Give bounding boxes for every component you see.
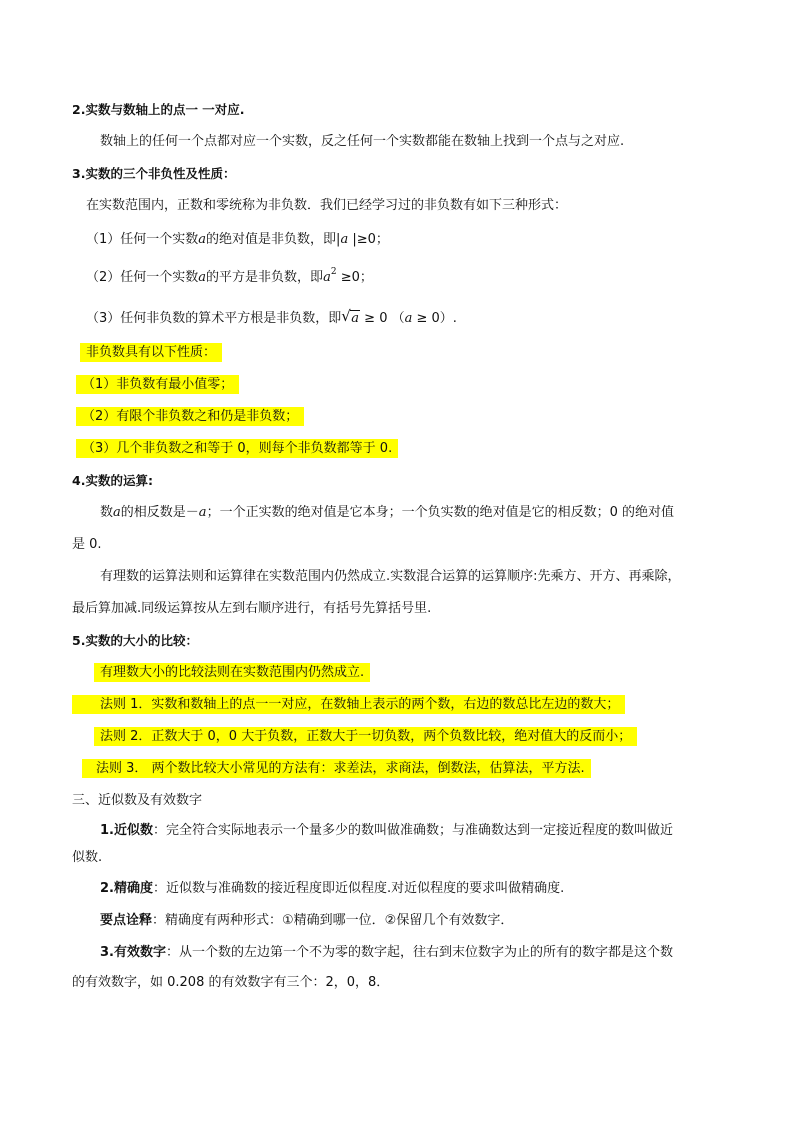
def-approx-cont: 似数.	[72, 850, 103, 865]
section-4-line-1: 数a的相反数是－a；一个正实数的绝对值是它本身；一个负实数的绝对值是它的相反数；0 的绝对值	[100, 505, 674, 520]
section-3-intro: 在实数范围内，正数和零统称为非负数．我们已经学习过的非负数有如下三种形式：	[86, 198, 568, 213]
key-note: 要点诠释：精确度有两种形式：①精确到哪一位．②保留几个有效数字．	[100, 913, 514, 928]
highlight-prop-title: 非负数具有以下性质：	[80, 343, 222, 362]
section-2-body: 数轴上的任何一个点都对应一个实数，反之任何一个实数都能在数轴上找到一个点与之对应.	[100, 134, 625, 149]
highlight-rule-3: 法则 3． 两个数比较大小常见的方法有：求差法，求商法，倒数法，估算法，平方法.	[82, 759, 591, 778]
highlight-rule-1: 法则 1．实数和数轴上的点一一对应，在数轴上表示的两个数，右边的数总比左边的数大；	[72, 695, 625, 714]
section-4-line-4: 最后算加减.同级运算按从左到右顺序进行，有括号先算括号里.	[72, 601, 432, 616]
section-4-line-2: 是 0.	[72, 537, 102, 552]
def-approx: 1.近似数：完全符合实际地表示一个量多少的数叫做准确数；与准确数达到一定接近程度的数叫做近	[100, 823, 673, 838]
def-sigfig-cont: 的有效数字，如 0.208 的有效数字有三个：2，0，8．	[72, 975, 390, 990]
section-3-title: 3.实数的三个非负性及性质：	[72, 166, 236, 181]
highlight-prop-1: （1）非负数有最小值零；	[76, 375, 239, 394]
sqrt-symbol: √ a	[341, 307, 360, 326]
def-sigfig: 3.有效数字：从一个数的左边第一个不为零的数字起，往右到末位数字为止的所有的数字都是这个数	[100, 945, 673, 960]
form-1: （1）任何一个实数a的绝对值是非负数，即|a |≥0；	[86, 232, 389, 247]
highlight-prop-2: （2）有限个非负数之和仍是非负数；	[76, 407, 304, 426]
form-3: （3）任何非负数的算术平方根是非负数，即 √ a ≥ 0 （a ≥ 0）.	[86, 309, 457, 329]
section-4-line-3: 有理数的运算法则和运算律在实数范围内仍然成立.实数混合运算的运算顺序:先乘方、开方、再乘除，	[100, 569, 681, 584]
highlight-prop-3: （3）几个非负数之和等于 0，则每个非负数都等于 0.	[76, 439, 398, 458]
section-2-title: 2.实数与数轴上的点一 一对应.	[72, 102, 245, 117]
highlight-rule-2: 法则 2．正数大于 0，0 大于负数，正数大于一切负数，两个负数比较，绝对值大的反而小；	[94, 727, 637, 746]
section-4-title: 4.实数的运算:	[72, 473, 153, 488]
section-5-title: 5.实数的大小的比较：	[72, 633, 198, 648]
highlight-rule-0: 有理数大小的比较法则在实数范围内仍然成立.	[94, 663, 370, 682]
form-2: （2）任何一个实数a的平方是非负数，即$a^2 \ge 0$；	[86, 267, 373, 285]
section-6-title: 三、近似数及有效数字	[72, 793, 203, 808]
def-accuracy: 2.精确度：近似数与准确数的接近程度即近似程度.对近似程度的要求叫做精确度.	[100, 881, 565, 896]
